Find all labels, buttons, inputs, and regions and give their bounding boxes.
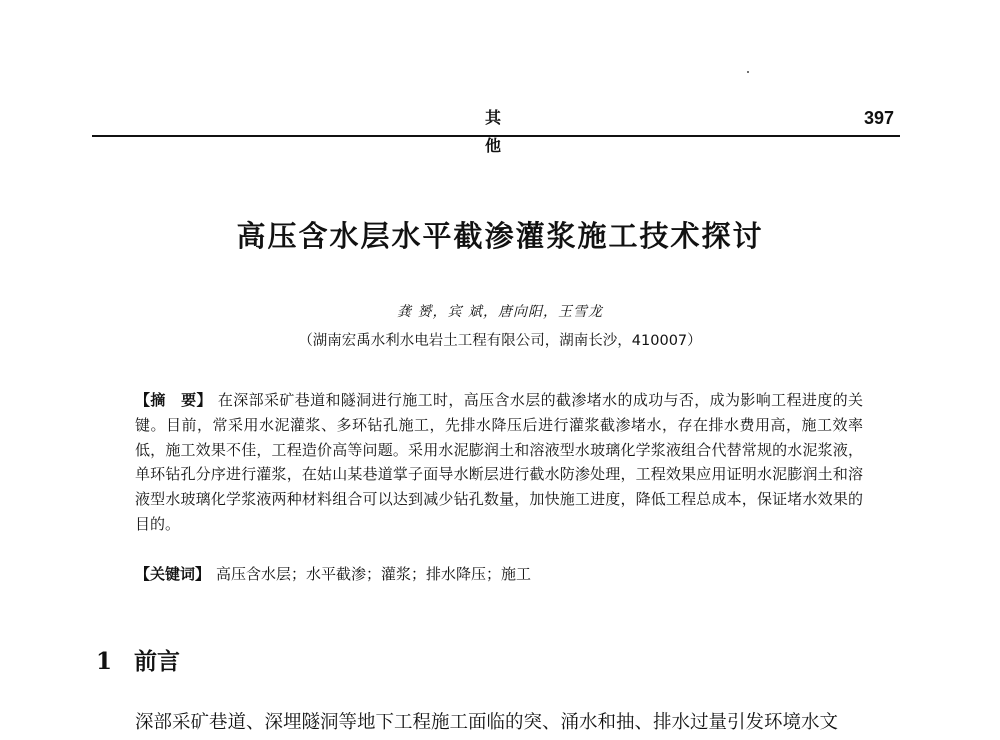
author-affiliation: （湖南宏禹水利水电岩土工程有限公司，湖南长沙，410007） <box>298 333 702 349</box>
author-list: 龚 赟，宾 斌，唐向阳，王雪龙 <box>397 304 603 320</box>
scan-speck <box>747 71 749 73</box>
page-number: 397 <box>863 108 894 128</box>
abstract-block <box>135 388 863 537</box>
section-heading <box>96 645 180 679</box>
header-rule <box>92 135 900 137</box>
running-header <box>0 104 1000 155</box>
keywords-text: 高压含水层；水平截渗；灌浆；排水降压；施工 <box>216 565 532 583</box>
keywords-block <box>135 562 863 587</box>
section-number: 1 <box>96 648 113 675</box>
keywords-label: 【关键词】 <box>135 565 211 583</box>
abstract-text: 在深部采矿巷道和隧洞进行施工时，高压含水层的截渗堵水的成功与否，成为影响工程进度的关键。目前，常采用水泥灌浆、多环钻孔施工，先排水降压后进行灌浆截渗堵水，存在排水费用高，施工效率低，施工效果不佳，工程造价高等问题。采用水泥膨润土和溶液型水玻璃化学浆液组合代替常规的水泥浆液，单环钻孔分序进行灌浆，在姑山某巷道掌子面导水断层进行截水防渗处理，工程效果应用证明水泥膨润土和溶液型水玻璃化学浆液两种材料组合可以达到减少钻孔数量，加快施工进度，降低工程总成本，保证堵水效果的目的。 <box>135 391 863 533</box>
body-paragraph: 深部采矿巷道、深埋隧洞等地下工程施工面临的突、涌水和抽、排水过量引发环境水文 <box>135 712 839 733</box>
section-title: 前言 <box>134 648 180 675</box>
abstract-label: 【摘 要】 <box>135 391 212 409</box>
header-section-name: 其 他 <box>484 108 515 155</box>
article-title: 高压含水层水平截渗灌浆施工技术探讨 <box>236 219 764 253</box>
